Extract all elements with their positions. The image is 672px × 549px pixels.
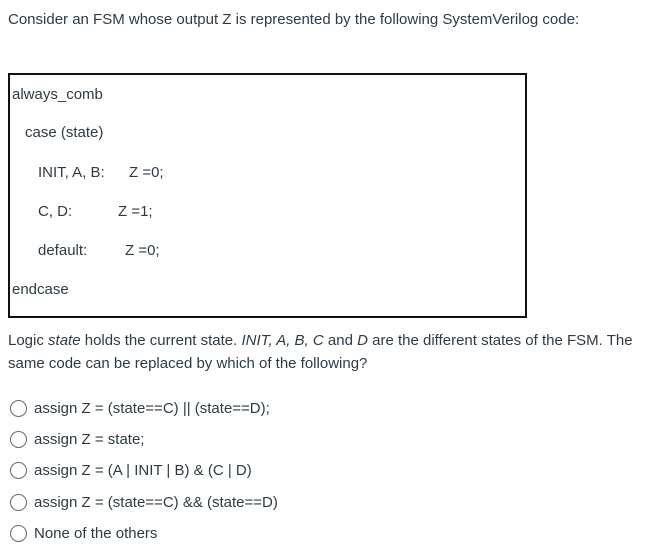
code-line-cd-label: C, D:: [38, 203, 73, 220]
body-text-4: are the different states of the FSM. The same code can be replaced by which of the following?: [8, 332, 633, 372]
answer-option-label: None of the others: [34, 524, 158, 542]
body-emphasis-states: INIT, A, B, C: [241, 332, 324, 349]
answer-option-1[interactable]: [10, 396, 270, 420]
body-text-3: and: [323, 332, 358, 349]
code-line-init-label: INIT, A, B:: [38, 164, 105, 181]
body-emphasis-d: D: [357, 332, 368, 349]
code-line-cd-value: Z =1;: [118, 203, 153, 220]
code-line-endcase: endcase: [12, 281, 69, 298]
radio-button[interactable]: [10, 431, 27, 448]
radio-button[interactable]: [10, 525, 27, 542]
body-text-1: Logic: [8, 332, 49, 349]
radio-button[interactable]: [10, 400, 27, 417]
body-text-2: holds the current state.: [80, 332, 242, 349]
answer-option-label: assign Z = (state==C) || (state==D);: [34, 399, 270, 417]
answer-option-2[interactable]: [10, 427, 144, 451]
code-line-case: case (state): [25, 124, 104, 141]
answer-option-4[interactable]: [10, 490, 278, 514]
body-emphasis-state: state: [48, 332, 81, 349]
answer-option-label: assign Z = state;: [34, 430, 145, 448]
radio-button[interactable]: [10, 494, 27, 511]
code-block: [8, 73, 527, 318]
question-intro: Consider an FSM whose output Z is represented by the following SystemVerilog code:: [8, 11, 580, 28]
question-body: [8, 329, 648, 375]
answer-option-label: assign Z = (state==C) && (state==D): [34, 493, 278, 511]
code-line-init-value: Z =0;: [129, 164, 164, 181]
answer-option-3[interactable]: [10, 458, 252, 482]
code-line-always-comb: always_comb: [12, 86, 103, 103]
code-line-default-value: Z =0;: [125, 242, 160, 259]
radio-button[interactable]: [10, 462, 27, 479]
answer-option-5[interactable]: [10, 521, 157, 545]
code-line-default-label: default:: [38, 242, 88, 259]
answer-option-label: assign Z = (A | INIT | B) & (C | D): [34, 461, 252, 479]
